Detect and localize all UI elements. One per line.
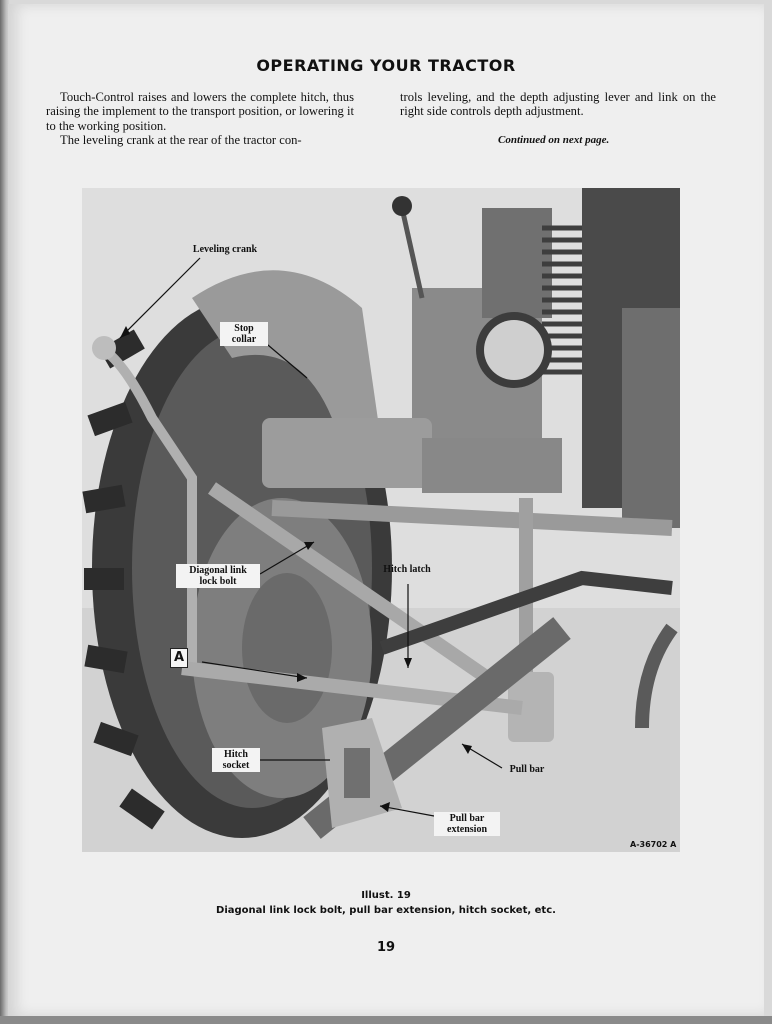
marker-a-label: A [170, 648, 188, 668]
pto-housing [262, 418, 432, 488]
page-bottom-edge [0, 1016, 772, 1024]
manual-page [8, 4, 764, 1016]
tractor-illustration [82, 188, 680, 852]
paragraph: trols leveling, and the depth adjusting lever and link on the right side controls depth adjustment. [400, 90, 716, 119]
page-title: OPERATING YOUR TRACTOR [256, 56, 516, 75]
figure-caption: Diagonal link lock bolt, pull bar extension, hitch socket, etc. [216, 905, 556, 916]
callout-diagonal-link-lock-bolt: Diagonal link lock bolt [176, 564, 260, 588]
figure-reference-id: A-36702 A [630, 840, 677, 849]
page-number: 19 [376, 940, 396, 955]
text-column-left [46, 90, 354, 147]
callout-leveling-crank: Leveling crank [192, 244, 258, 255]
callout-pull-bar-extension: Pull bar extension [434, 812, 500, 836]
continued-note: Continued on next page. [498, 134, 610, 146]
figure-number: Illust. 19 [361, 890, 411, 901]
text-column-right [400, 90, 716, 119]
tractor-hitch-photo [82, 188, 680, 852]
paragraph: Touch-Control raises and lowers the complete hitch, thus raising the implement to the transport position, or lowering it to the working position. [46, 90, 354, 133]
callout-hitch-socket: Hitch socket [212, 748, 260, 772]
callout-hitch-latch: Hitch latch [383, 564, 431, 575]
callout-stop-collar: Stop collar [220, 322, 268, 346]
callout-pull-bar: Pull bar [509, 764, 545, 775]
paragraph: The leveling crank at the rear of the tractor con- [60, 132, 302, 147]
